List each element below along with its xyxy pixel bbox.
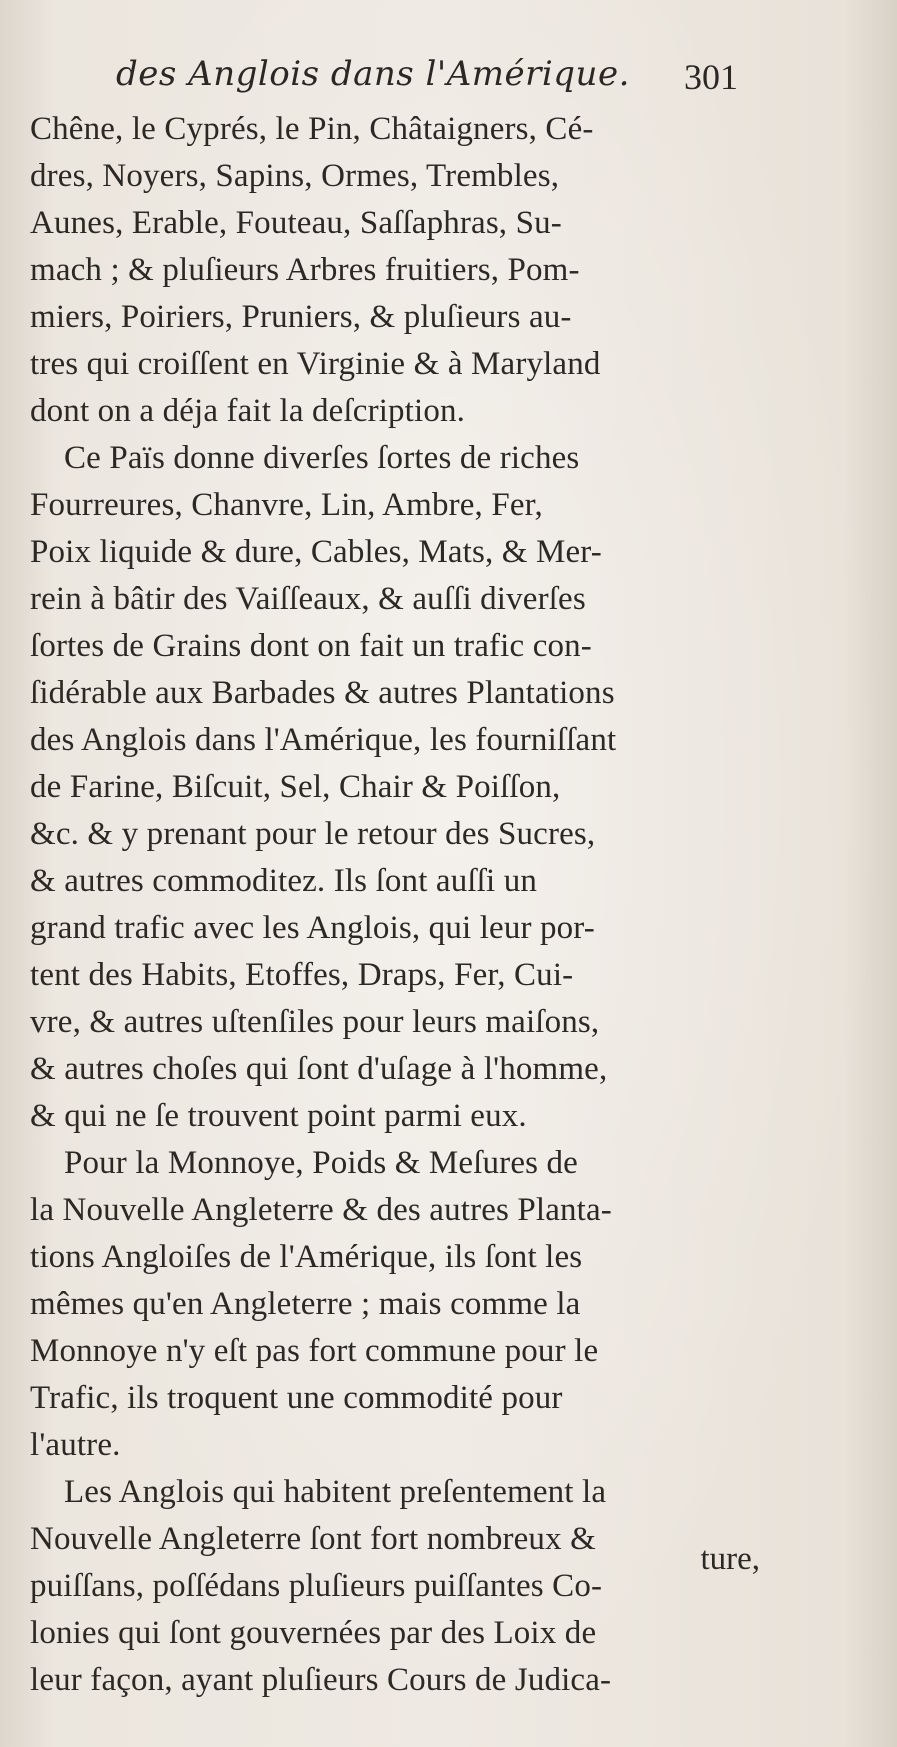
paragraph-first-line: Ce Païs donne diverſes ſortes de riches [64, 440, 580, 476]
text-line: tres qui croiſſent en Virginie & à Maryland [30, 346, 601, 382]
text-line: de Farine, Biſcuit, Sel, Chair & Poiſſon, [30, 769, 561, 805]
text-line: tions Angloiſes de l'Amérique, ils ſont les [30, 1239, 583, 1275]
text-line: l'autre. [30, 1427, 121, 1463]
text-line: Poix liquide & dure, Cables, Mats, & Mer- [30, 534, 602, 570]
text-line: puiſſans, poſſédans pluſieurs puiſſantes Co- [30, 1568, 603, 1604]
text-line: vre, & autres uſtenſiles pour leurs maiſons, [30, 1004, 600, 1040]
text-line: Nouvelle Angleterre ſont fort nombreux & [30, 1521, 596, 1557]
text-line: dont on a déja fait la deſcription. [30, 393, 466, 429]
text-line: leur façon, ayant pluſieurs Cours de Judica- [30, 1662, 612, 1698]
text-line: miers, Poiriers, Pruniers, & pluſieurs au- [30, 299, 572, 335]
paragraph-first-line: Les Anglois qui habitent preſentement la [64, 1474, 607, 1510]
text-line: Monnoye n'y eſt pas fort commune pour le [30, 1333, 599, 1369]
text-line: Chêne, le Cyprés, le Pin, Châtaigners, Cé- [30, 111, 594, 147]
text-line: & qui ne ſe trouvent point parmi eux. [30, 1098, 527, 1134]
text-line: Fourreures, Chanvre, Lin, Ambre, Fer, [30, 487, 543, 523]
text-line: & autres choſes qui ſont d'uſage à l'homme, [30, 1051, 608, 1087]
text-line: lonies qui ſont gouvernées par des Loix de [30, 1615, 597, 1651]
text-line: mêmes qu'en Angleterre ; mais comme la [30, 1286, 581, 1322]
paragraph-first-line: Pour la Monnoye, Poids & Meſures de [64, 1145, 578, 1181]
text-line: dres, Noyers, Sapins, Ormes, Trembles, [30, 158, 560, 194]
body-text [30, 106, 760, 1704]
text-line: ſortes de Grains dont on fait un trafic con- [30, 628, 592, 664]
text-line: des Anglois dans l'Amérique, les fourniſſant [30, 722, 617, 758]
text-line: Aunes, Erable, Fouteau, Saſſaphras, Su- [30, 205, 562, 241]
page-header [0, 52, 897, 112]
text-line: mach ; & pluſieurs Arbres fruitiers, Pom- [30, 252, 580, 288]
text-line: & autres commoditez. Ils ſont auſſi un [30, 863, 538, 899]
text-line: tent des Habits, Etoffes, Draps, Fer, Cui- [30, 957, 574, 993]
running-head: des Anglois dans l'Amérique. [116, 54, 630, 94]
page-number: 301 [684, 57, 738, 97]
text-line: ſidérable aux Barbades & autres Plantations [30, 675, 615, 711]
catchword: ture, [700, 1541, 760, 1577]
text-line: Trafic, ils troquent une commodité pour [30, 1380, 563, 1416]
text-line: &c. & y prenant pour le retour des Sucres, [30, 816, 596, 852]
text-line: grand trafic avec les Anglois, qui leur por- [30, 910, 595, 946]
text-line: rein à bâtir des Vaiſſeaux, & auſſi diverſes [30, 581, 586, 617]
text-line: la Nouvelle Angleterre & des autres Planta- [30, 1192, 612, 1228]
